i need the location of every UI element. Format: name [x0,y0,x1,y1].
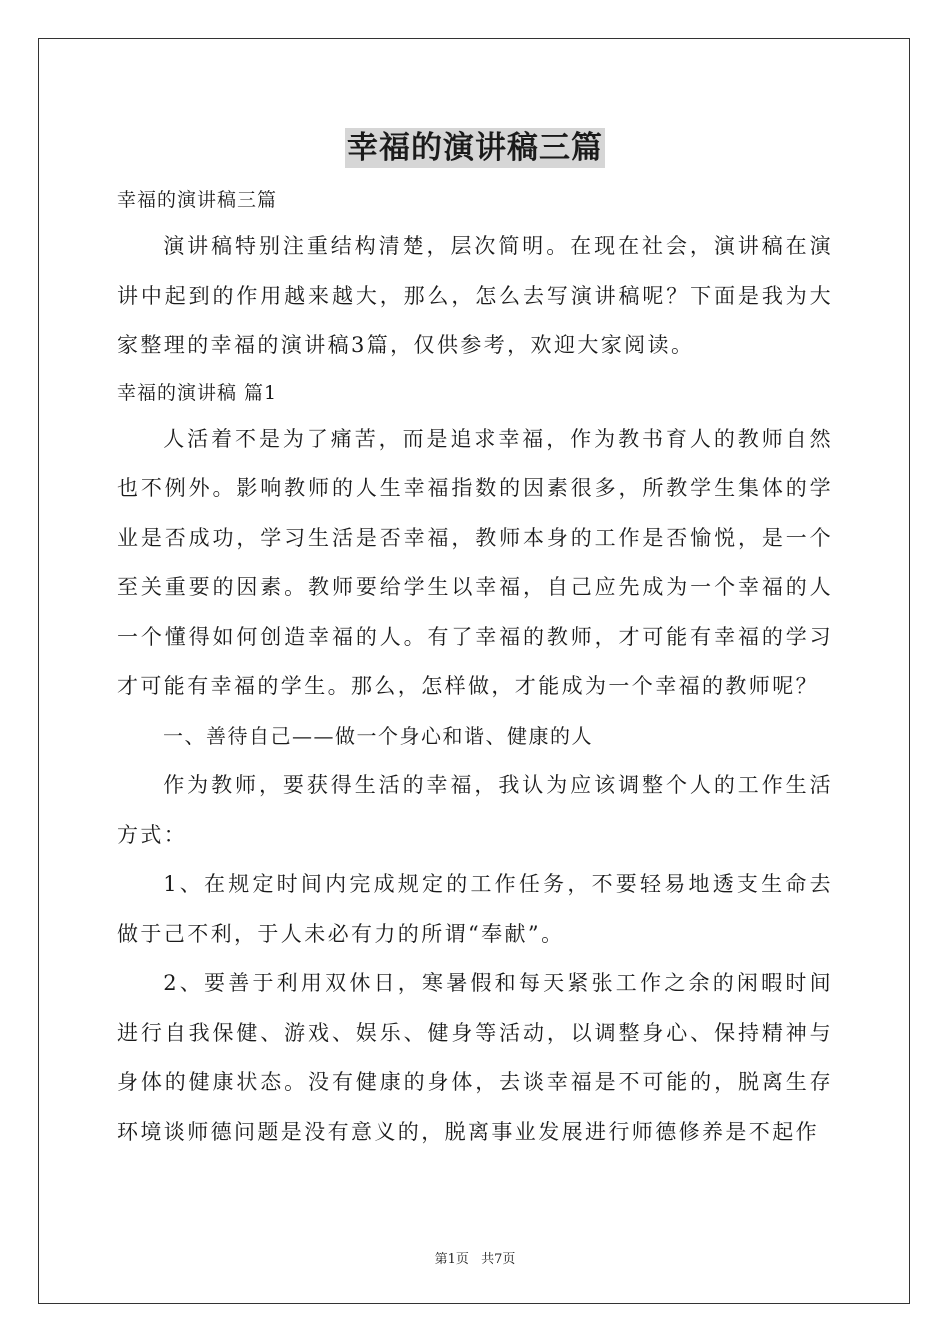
intro-paragraph: 演讲稿特别注重结构清楚，层次简明。在现在社会，演讲稿在演讲中起到的作用越来越大，那么，怎么去写演讲稿呢？下面是我为大家整理的幸福的演讲稿3篇，仅供参考，欢迎大家阅读。 [117,234,833,357]
document-body [117,178,833,1157]
page-footer [0,1248,950,1267]
paragraph-2: 作为教师，要获得生活的幸福，我认为应该调整个人的工作生活方式： [117,773,833,847]
page-number-current: 第1页 [434,1252,469,1267]
section-label: 幸福的演讲稿 篇1 [117,381,278,404]
paragraph-1: 人活着不是为了痛苦，而是追求幸福，作为教书育人的教师自然也不例外。影响教师的人生幸福指数的因素很多，所教学生集体的学业是否成功，学习生活是否幸福，教师本身的工作是否愉悦，是一个至关重要的因素。教师要给学生以幸福，自己应先成为一个幸福的人一个懂得如何创造幸福的人。有了幸福的教师，才可能有幸福的学习才可能有幸福的学生。那么，怎样做，才能成为一个幸福的教师呢？ [117,426,833,698]
document-subtitle: 幸福的演讲稿三篇 [117,189,278,211]
document-title: 幸福的演讲稿三篇 [347,130,603,166]
page-number-total: 共7页 [481,1252,516,1267]
document-title-wrapper [0,128,950,172]
list-item-1: 1、在规定时间内完成规定的工作任务，不要轻易地透支生命去做于己不利，于人未必有力的所谓“奉献”。 [117,872,833,946]
list-item-2: 2、要善于利用双休日，寒暑假和每天紧张工作之余的闲暇时间进行自我保健、游戏、娱乐、健身等活动，以调整身心、保持精神与身体的健康状态。没有健康的身体，去谈幸福是不可能的，脱离生存环境谈师德问题是没有意义的，脱离事业发展进行师德修养是不起作 [117,971,833,1144]
section-heading-1: 一、善待自己——做一个身心和谐、健康的人 [163,723,593,748]
